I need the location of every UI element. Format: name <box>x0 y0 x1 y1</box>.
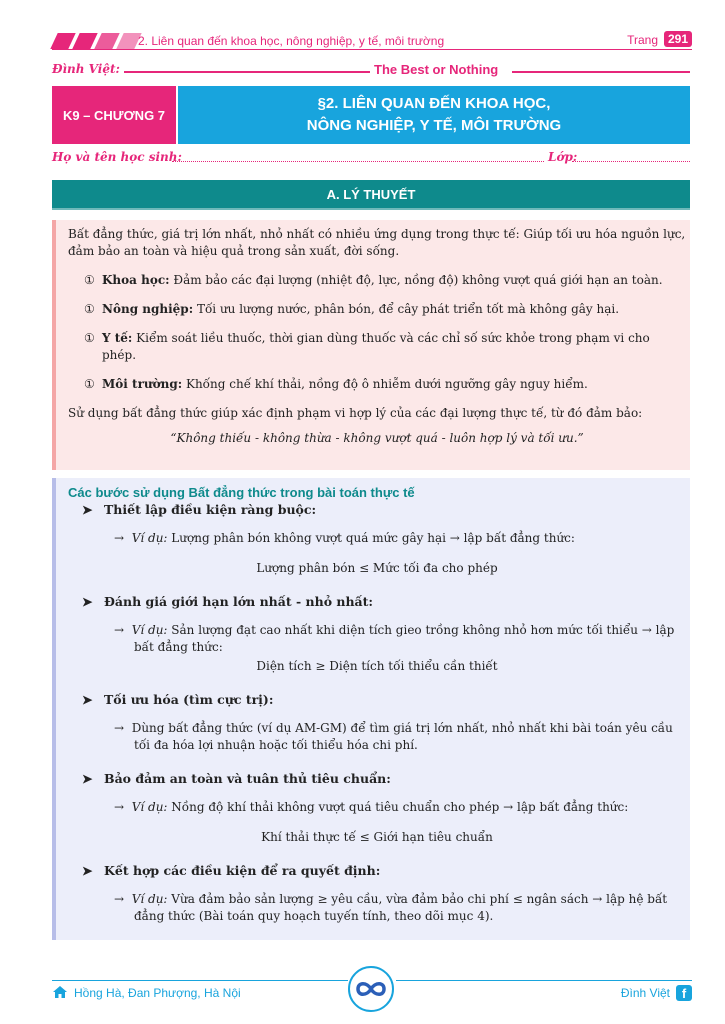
page-footer <box>52 980 692 1014</box>
arrow-icon: ➤ <box>82 692 93 707</box>
infinity-logo-icon <box>348 966 394 1012</box>
theory-heading-underline <box>52 208 690 210</box>
example-label: Ví dụ: <box>131 800 168 814</box>
circled-number-icon: ① <box>84 302 95 316</box>
step-formula: Lượng phân bón ≤ Mức tối đa cho phép <box>256 561 498 575</box>
breadcrumb: 2. Liên quan đến khoa học, nông nghiệp, y tế, môi trường <box>138 34 445 48</box>
step-example <box>68 622 686 656</box>
step-heading-text: Kết hợp các điều kiện để ra quyết định: <box>104 863 381 878</box>
right-arrow-icon: → <box>114 892 125 906</box>
theory-text: Khống chế khí thải, nồng độ ô nhiễm dưới ngưỡng gây nguy hiểm. <box>182 377 588 391</box>
step-heading-text: Đánh giá giới hạn lớn nhất - nhỏ nhất: <box>104 594 374 609</box>
theory-item-health <box>68 330 686 364</box>
theory-item-agriculture <box>68 301 686 318</box>
step-heading-text: Thiết lập điều kiện ràng buộc: <box>104 502 317 517</box>
header-divider <box>52 49 692 50</box>
step-heading-text: Tối ưu hóa (tìm cực trị): <box>104 692 274 707</box>
theory-heading: A. LÝ THUYẾT <box>52 180 690 208</box>
arrow-icon: ➤ <box>82 502 93 517</box>
footer-address: Hồng Hà, Đan Phượng, Hà Nội <box>74 986 241 1000</box>
class-label: Lớp: <box>548 150 578 164</box>
header-stripes-decoration <box>52 33 142 49</box>
example-text: Nồng độ khí thải không vượt quá tiêu chuẩn cho phép → lập bất đẳng thức: <box>167 800 629 814</box>
page-label: Trang <box>627 33 658 47</box>
chapter-banner <box>52 86 690 144</box>
class-field[interactable] <box>572 161 690 162</box>
arrow-icon: ➤ <box>82 863 93 878</box>
student-name-label: Họ và tên học sinh: <box>52 150 182 164</box>
theory-quote: “Không thiếu - không thừa - không vượt quá - luôn hợp lý và tối ưu.” <box>170 431 584 445</box>
step-heading <box>68 501 686 518</box>
chapter-label: K9 – CHƯƠNG 7 <box>52 86 176 144</box>
step-example <box>68 891 686 925</box>
page-header <box>52 33 692 51</box>
arrow-icon: ➤ <box>82 594 93 609</box>
theory-item-environment <box>68 376 686 393</box>
brand-divider-right <box>512 71 690 73</box>
example-label: Ví dụ: <box>131 892 168 906</box>
step-example <box>68 530 686 547</box>
step-formula: Khí thải thực tế ≤ Giới hạn tiêu chuẩn <box>261 830 493 844</box>
steps-box <box>52 478 690 940</box>
example-text: Dùng bất đẳng thức (ví dụ AM-GM) để tìm giá trị lớn nhất, nhỏ nhất khi bài toán yêu cầu tối đa hóa lợi nhuận hoặc tối thiểu hóa chi phí. <box>131 721 673 752</box>
example-text: Sản lượng đạt cao nhất khi diện tích gieo trồng không nhỏ hơn mức tối thiểu → lập bất đẳng thức: <box>134 623 675 654</box>
footer-author: Đình Việt <box>620 986 670 1000</box>
steps-title: Các bước sử dụng Bất đẳng thức trong bài toán thực tế <box>68 485 415 500</box>
step-heading-text: Bảo đảm an toàn và tuân thủ tiêu chuẩn: <box>104 771 391 786</box>
arrow-icon: ➤ <box>82 771 93 786</box>
theory-term: Nông nghiệp: <box>102 302 194 316</box>
footer-divider-right <box>396 980 692 981</box>
step-heading <box>68 593 686 610</box>
theory-term: Khoa học: <box>102 273 170 287</box>
student-info-row <box>52 150 692 168</box>
section-title-line1: §2. LIÊN QUAN ĐẾN KHOA HỌC, <box>317 95 551 112</box>
brand-divider-left <box>124 71 370 73</box>
step-heading <box>68 691 686 708</box>
theory-term: Môi trường: <box>102 377 183 391</box>
right-arrow-icon: → <box>114 721 125 735</box>
author-label: Đình Việt: <box>52 62 120 76</box>
circled-number-icon: ① <box>84 377 95 391</box>
right-arrow-icon: → <box>114 623 125 637</box>
theory-box <box>52 220 690 470</box>
step-example <box>68 720 686 754</box>
theory-text: Đảm bảo các đại lượng (nhiệt độ, lực, nồng độ) không vượt quá giới hạn an toàn. <box>169 273 663 287</box>
example-label: Ví dụ: <box>131 531 168 545</box>
right-arrow-icon: → <box>114 800 125 814</box>
step-formula: Diện tích ≥ Diện tích tối thiểu cần thiết <box>256 659 498 673</box>
facebook-icon[interactable]: f <box>676 985 692 1001</box>
theory-text: Kiểm soát liều thuốc, thời gian dùng thuốc và các chỉ số sức khỏe trong phạm vi cho phép. <box>102 331 650 362</box>
example-text: Vừa đảm bảo sản lượng ≥ yêu cầu, vừa đảm bảo chi phí ≤ ngân sách → lập hệ bất đẳng thức (Bài toán quy hoạch tuyến tính, theo dõi mục 4). <box>134 892 668 923</box>
home-icon <box>52 985 68 999</box>
example-label: Ví dụ: <box>131 623 168 637</box>
right-arrow-icon: → <box>114 531 125 545</box>
student-name-field[interactable] <box>172 161 544 162</box>
theory-intro: Bất đẳng thức, giá trị lớn nhất, nhỏ nhất có nhiều ứng dụng trong thực tế: Giúp tối ưu hóa nguồn lực, đảm bảo an toàn và hiệu quả trong sản xuất, đời sống. <box>68 227 686 258</box>
slogan: The Best or Nothing <box>374 62 499 77</box>
section-title-line2: NÔNG NGHIỆP, Y TẾ, MÔI TRƯỜNG <box>306 117 562 134</box>
step-example <box>68 799 686 816</box>
theory-term: Y tế: <box>102 331 133 345</box>
circled-number-icon: ① <box>84 273 95 287</box>
example-text: Lượng phân bón không vượt quá mức gây hại → lập bất đẳng thức: <box>167 531 575 545</box>
footer-divider-left <box>52 980 348 981</box>
page-number: 291 <box>664 31 692 47</box>
theory-item-science <box>68 272 686 289</box>
theory-text: Tối ưu lượng nước, phân bón, để cây phát triển tốt mà không gây hại. <box>193 302 620 316</box>
circled-number-icon: ① <box>84 331 95 345</box>
step-heading <box>68 770 686 787</box>
brand-row <box>52 62 692 80</box>
section-title <box>178 86 690 144</box>
theory-summary: Sử dụng bất đẳng thức giúp xác định phạm vi hợp lý của các đại lượng thực tế, từ đó đảm bảo: <box>68 406 643 420</box>
step-heading <box>68 862 686 879</box>
